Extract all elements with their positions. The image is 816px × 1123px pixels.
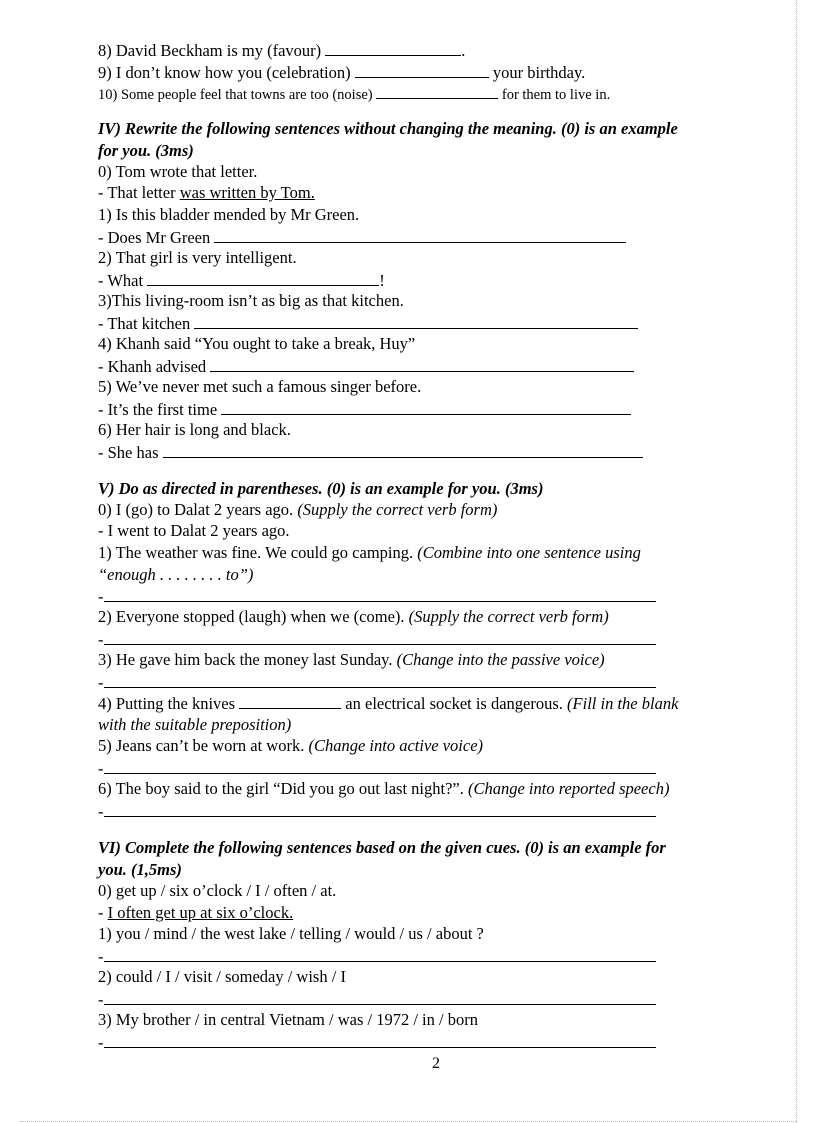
s5-q4-blank[interactable] bbox=[239, 693, 341, 709]
s4-a4-prefix: - Khanh advised bbox=[98, 357, 207, 376]
s3-q8 bbox=[98, 40, 465, 61]
s4-a6-prefix: - She has bbox=[98, 443, 159, 462]
s5-a6-blank[interactable] bbox=[104, 801, 656, 817]
s5-q4 bbox=[98, 693, 678, 714]
s6-a2-dash: - bbox=[98, 990, 104, 1009]
s6-a1-dash: - bbox=[98, 947, 104, 966]
s5-a6-dash: - bbox=[98, 802, 104, 821]
s4-a6-blank[interactable] bbox=[163, 442, 643, 458]
s3-q10 bbox=[98, 83, 610, 105]
s5-a5 bbox=[98, 758, 656, 779]
s6-q1: 1) you / mind / the west lake / telling / would / us / about ? bbox=[98, 924, 484, 943]
s5-example-answer: - I went to Dalat 2 years ago. bbox=[98, 521, 290, 540]
s5-q4-direction: (Fill in the blank bbox=[567, 694, 679, 713]
s6-example-answer-text: I often get up at six o’clock. bbox=[107, 903, 294, 922]
s5-q3-text: 3) He gave him back the money last Sunday. bbox=[98, 650, 393, 669]
s3-q10-end: for them to live in. bbox=[501, 87, 611, 103]
s4-a1 bbox=[98, 227, 626, 248]
s5-a3-dash: - bbox=[98, 673, 104, 692]
s5-q5 bbox=[98, 736, 483, 756]
s6-a1-blank[interactable] bbox=[104, 946, 656, 962]
s4-a2 bbox=[98, 270, 385, 291]
s5-example-q-text: 0) I (go) to Dalat 2 years ago. bbox=[98, 500, 294, 519]
s5-a5-blank[interactable] bbox=[104, 758, 656, 774]
s5-q6-direction: (Change into reported speech) bbox=[467, 779, 670, 798]
s4-a2-prefix: - What bbox=[98, 271, 144, 290]
s6-a2-blank[interactable] bbox=[104, 989, 656, 1005]
s5-a2 bbox=[98, 629, 656, 650]
s5-q1-direction: (Combine into one sentence using bbox=[417, 543, 641, 562]
s5-a3 bbox=[98, 672, 656, 693]
s5-q5-text: 5) Jeans can’t be worn at work. bbox=[98, 736, 305, 755]
s4-a3-prefix: - That kitchen bbox=[98, 314, 191, 333]
s4-a1-blank[interactable] bbox=[214, 227, 626, 243]
s3-q8-blank[interactable] bbox=[325, 40, 461, 56]
s5-q1 bbox=[98, 543, 641, 563]
s5-example-question bbox=[98, 500, 497, 520]
s3-q9-text: 9) I don’t know how you (celebration) bbox=[98, 63, 351, 82]
s3-q10-text: 10) Some people feel that towns are too (noise) bbox=[98, 87, 373, 103]
s5-example-direction: (Supply the correct verb form) bbox=[297, 500, 498, 519]
s6-a2 bbox=[98, 989, 656, 1010]
s5-q6 bbox=[98, 779, 669, 799]
page-bottom-divider bbox=[20, 1121, 796, 1122]
s4-a4 bbox=[98, 356, 634, 377]
s5-q3 bbox=[98, 650, 605, 670]
s4-a5 bbox=[98, 399, 631, 420]
s5-q6-text: 6) The boy said to the girl “Did you go out last night?”. bbox=[98, 779, 464, 798]
s4-a4-blank[interactable] bbox=[210, 356, 634, 372]
s5-a6 bbox=[98, 801, 656, 822]
s6-a1 bbox=[98, 946, 656, 967]
s4-a2-blank[interactable] bbox=[147, 270, 379, 286]
s6-a3 bbox=[98, 1032, 656, 1053]
s5-q4-text-b: an electrical socket is dangerous. bbox=[345, 694, 563, 713]
s4-q4: 4) Khanh said “You ought to take a break, Huy” bbox=[98, 334, 416, 353]
s4-a3 bbox=[98, 313, 638, 334]
s4-a1-prefix: - Does Mr Green bbox=[98, 228, 211, 247]
s4-q3: 3)This living-room isn’t as big as that kitchen. bbox=[98, 291, 404, 310]
s4-a2-end: ! bbox=[379, 271, 385, 290]
s5-a5-dash: - bbox=[98, 759, 104, 778]
s4-a6 bbox=[98, 442, 643, 463]
s4-q5: 5) We’ve never met such a famous singer before. bbox=[98, 377, 422, 396]
s5-q4-text-a: 4) Putting the knives bbox=[98, 694, 236, 713]
s5-q2-text: 2) Everyone stopped (laugh) when we (come). bbox=[98, 607, 405, 626]
s6-example-answer bbox=[98, 903, 293, 923]
s5-q4-direction-cont: with the suitable preposition) bbox=[98, 715, 292, 734]
s4-example-answer-text: was written by Tom. bbox=[179, 183, 315, 202]
s4-a3-blank[interactable] bbox=[194, 313, 638, 329]
page-edge-divider bbox=[796, 0, 797, 1123]
s6-q2: 2) could / I / visit / someday / wish / I bbox=[98, 967, 346, 986]
s4-q2: 2) That girl is very intelligent. bbox=[98, 248, 297, 267]
s6-example-question: 0) get up / six o’clock / I / often / at. bbox=[98, 881, 337, 900]
s4-a5-prefix: - It’s the first time bbox=[98, 400, 218, 419]
s5-a1 bbox=[98, 586, 656, 607]
s4-example-answer bbox=[98, 183, 315, 203]
s4-q6: 6) Her hair is long and black. bbox=[98, 420, 291, 439]
s5-heading: V) Do as directed in parentheses. (0) is an example for you. (3ms) bbox=[98, 479, 544, 498]
s6-a3-dash: - bbox=[98, 1033, 104, 1052]
s5-q2-direction: (Supply the correct verb form) bbox=[408, 607, 609, 626]
s5-a2-dash: - bbox=[98, 630, 104, 649]
s5-q1-direction-cont: “enough . . . . . . . . to”) bbox=[98, 565, 254, 584]
s3-q9-blank[interactable] bbox=[355, 62, 489, 78]
s6-heading-line2: you. (1,5ms) bbox=[98, 860, 182, 879]
s6-a3-blank[interactable] bbox=[104, 1032, 656, 1048]
s3-q8-end: . bbox=[461, 41, 466, 60]
s5-q1-text: 1) The weather was fine. We could go camping. bbox=[98, 543, 414, 562]
s6-q3: 3) My brother / in central Vietnam / was / 1972 / in / born bbox=[98, 1010, 478, 1029]
s3-q10-blank[interactable] bbox=[376, 83, 498, 99]
s5-a3-blank[interactable] bbox=[104, 672, 656, 688]
s4-heading-line1: IV) Rewrite the following sentences without changing the meaning. (0) is an example bbox=[98, 119, 678, 138]
s3-q9 bbox=[98, 62, 585, 83]
s5-q3-direction: (Change into the passive voice) bbox=[396, 650, 605, 669]
s5-a2-blank[interactable] bbox=[104, 629, 656, 645]
s3-q8-text: 8) David Beckham is my (favour) bbox=[98, 41, 322, 60]
page-number: 2 bbox=[432, 1055, 440, 1072]
s3-q9-end: your birthday. bbox=[492, 63, 586, 82]
s4-a5-blank[interactable] bbox=[221, 399, 631, 415]
s5-a1-dash: - bbox=[98, 587, 104, 606]
s4-q1: 1) Is this bladder mended by Mr Green. bbox=[98, 205, 360, 224]
s5-a1-blank[interactable] bbox=[104, 586, 656, 602]
s4-example-question: 0) Tom wrote that letter. bbox=[98, 162, 258, 181]
s5-q2 bbox=[98, 607, 609, 627]
s6-heading-line1: VI) Complete the following sentences based on the given cues. (0) is an example for bbox=[98, 838, 666, 857]
s5-q5-direction: (Change into active voice) bbox=[308, 736, 484, 755]
s6-example-prefix: - bbox=[98, 903, 104, 922]
s4-heading-line2: for you. (3ms) bbox=[98, 141, 194, 160]
s4-example-prefix: - That letter bbox=[98, 183, 176, 202]
